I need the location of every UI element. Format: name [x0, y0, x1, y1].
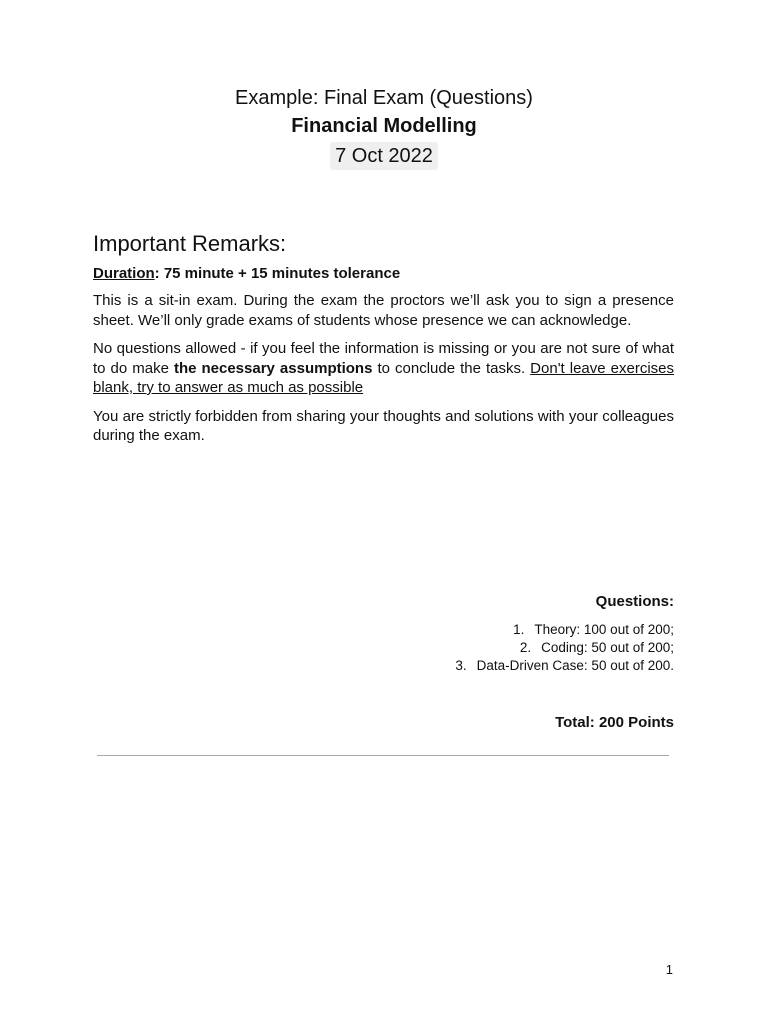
exam-date-chip[interactable]: 7 Oct 2022	[330, 142, 438, 170]
remark-forbidden-sharing: You are strictly forbidden from sharing your thoughts and solutions with your colleagues during the exam.	[93, 407, 674, 444]
duration-label: Duration	[93, 265, 155, 282]
important-remarks-section	[93, 229, 674, 455]
remarks-heading: Important Remarks:	[93, 231, 287, 256]
question-text: Coding: 50 out of 200;	[541, 640, 674, 655]
remark-sit-in-exam: This is a sit-in exam. During the exam the proctors we’ll ask you to sign a presence sheet. We’ll only grade exams of students whose presence we can acknowledge.	[93, 292, 674, 329]
total-points: Total: 200 Points	[555, 714, 674, 731]
remark-no-questions-text-2: to conclude the tasks.	[372, 359, 531, 377]
duration-value: : 75 minute + 15 minutes tolerance	[154, 265, 401, 282]
remark-no-questions-text-1: No questions allowed - if you feel the information is missing or you are not sure of what to do make	[93, 340, 674, 377]
question-number: 2.	[519, 640, 532, 655]
duration-line	[93, 263, 674, 285]
remark-no-questions	[93, 339, 674, 398]
remark-assumptions-bold: the necessary assumptions	[173, 359, 373, 377]
course-title: Financial Modelling	[291, 115, 477, 137]
horizontal-divider	[97, 755, 669, 756]
question-number: 3.	[455, 658, 467, 673]
questions-heading: Questions:	[595, 593, 674, 610]
questions-section	[455, 591, 674, 675]
question-number: 1.	[513, 622, 525, 637]
exam-title: Example: Final Exam (Questions)	[235, 87, 533, 109]
questions-list	[455, 621, 674, 675]
question-text: Theory: 100 out of 200;	[534, 622, 674, 637]
question-item-coding	[455, 639, 674, 657]
question-item-data-driven-case	[455, 657, 674, 675]
document-header	[0, 84, 768, 170]
question-text: Data-Driven Case: 50 out of 200.	[476, 658, 674, 673]
remark-dont-leave-blank: Don't leave exercises blank, try to answer as much as possible	[93, 359, 674, 396]
question-item-theory	[455, 621, 674, 639]
page-number: 1	[665, 962, 673, 977]
